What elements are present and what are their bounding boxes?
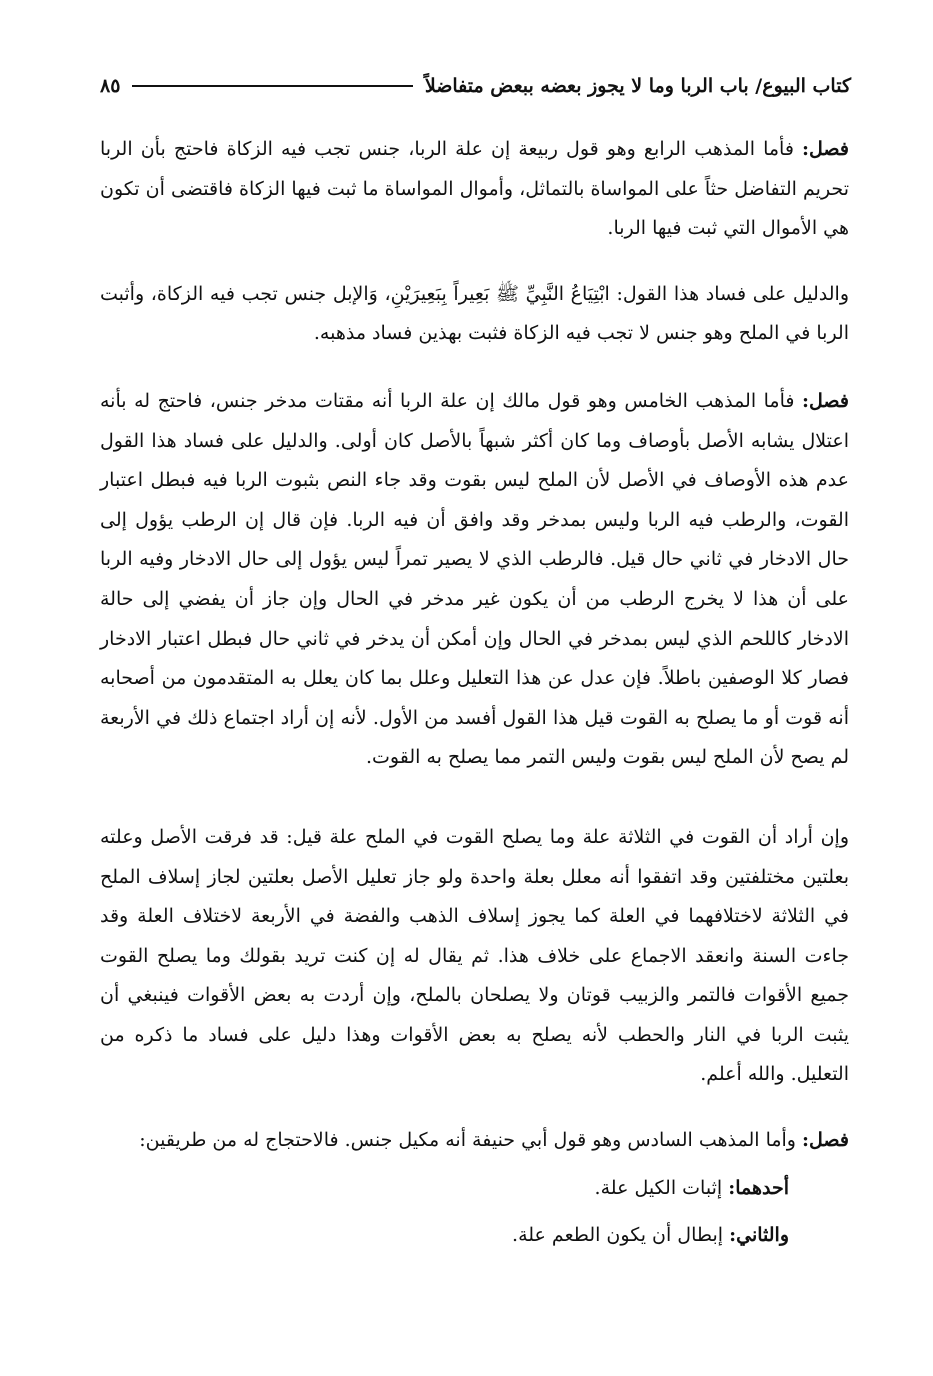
paragraph-1 <box>100 130 849 249</box>
paragraph-6 <box>100 1169 849 1209</box>
paragraph-2 <box>100 275 849 354</box>
paragraph-text: فأما المذهب الرابع وهو قول ربيعة إن علة الربا، جنس تجب فيه الزكاة فاحتج بأن الربا تحريم التفاضل حثاً على المواساة بالتماثل، وأموال المواساة ما ثبت فيها الزكاة فاقتضى أن تكون هي الأموال التي ثبت فيها الربا. <box>100 138 849 240</box>
paragraph-text: وإن أراد أن القوت في الثلاثة علة وما يصلح القوت في الملح علة قيل: قد فرقت الأصل وعلته بعلتين مختلفتين وقد اتفقوا أنه معلل بعلة واحدة ولو جاز تعليل الأصل بعلتين لجاز إسلاف الملح في الثلاثة لاختلافهما في العلة كما يجوز إسلاف الذهب والفضة في الأربعة لاختلاف العلة وقد جاءت السنة وانعقد الاجماع على خلاف هذا. ثم يقال له إن كنت تريد بقولك وما يصلح القوت جميع الأقوات فالتمر والزبيب قوتان ولا يصلحان بالملح، وإن أردت به بعض الأقوات فينبغي أن يثبت الربا في النار والحطب لأنه يصلح به بعض الأقوات وهذا دليل على فساد ما ذكره من التعليل. والله أعلم. <box>100 825 849 1086</box>
item-text: إثبات الكيل علة. <box>594 1176 723 1199</box>
paragraph-7 <box>100 1216 849 1256</box>
running-header <box>100 68 851 104</box>
item-text: إبطال أن يكون الطعم علة. <box>512 1224 724 1247</box>
main-text <box>100 130 849 1256</box>
page-number: ٨٥ <box>100 75 121 97</box>
paragraph-text: فأما المذهب الخامس وهو قول مالك إن علة الربا أنه مقتات مدخر جنس، فاحتج له بأنه اعتلال يشابه الأصل بأوصاف وما كان أكثر شبهاً بالأصل كان أولى. والدليل على فساد هذا القول عدم هذه الأوصاف في الأصل لأن الملح ليس بقوت وقد جاء النص بثبوت الربا فيه فبطل اعتبار القوت، والرطب فيه الربا وليس بمدخر وقد وافق أن فيه الربا. فإن قال إن الرطب يؤول إلى حال الادخار في ثاني حال قيل. فالرطب الذي لا يصير تمراً ليس يؤول إلى حال الادخار وفيه الربا على أن هذا لا يخرج الرطب من أن يكون غير مدخر في الحال وإن جاز أن يفضي إلى حالة الادخار كاللحم الذي ليس بمدخر في الحال وإن أمكن أن يدخر في ثاني حال فبطل اعتبار الادخار فصار كلا الوصفين باطلاً. فإن عدل عن هذا التعليل وعلل بما كان يعلل به المتقدمون من أصحابه أنه قوت أو ما يصلح به القوت قيل هذا القول أفسد من الأول. لأنه إن أراد اجتماع ذلك في الأربعة لم يصح لأن الملح ليس بقوت وليس التمر مما يصلح به القوت. <box>100 389 849 769</box>
paragraph-text: وأما المذهب السادس وهو قول أبي حنيفة أنه مكيل جنس. فالاحتجاج له من طريقين: <box>139 1129 796 1152</box>
item-keyword: والثاني: <box>729 1224 789 1247</box>
paragraph-4 <box>100 818 849 1095</box>
header-rule <box>132 85 412 87</box>
section-keyword: فصل: <box>802 138 849 160</box>
paragraph-3 <box>100 382 849 778</box>
running-title: كتاب البيوع/ باب الربا وما لا يجوز بعضه ببعض متفاضلاً <box>424 75 851 97</box>
section-keyword: فصل: <box>802 389 849 412</box>
section-keyword: فصل: <box>802 1129 849 1152</box>
paragraph-5 <box>100 1121 849 1161</box>
item-keyword: أحدهما: <box>728 1176 789 1199</box>
paragraph-text: والدليل على فساد هذا القول: ابْتِيَاعُ النَّبِيِّ ﷺ بَعِيراً بِبَعِيرَيْنِ، وَالإبل جنس تجب فيه الزكاة، وأثبت الربا في الملح وهو جنس لا تجب فيه الزكاة فثبت بهذين فساد مذهبه. <box>100 282 849 345</box>
